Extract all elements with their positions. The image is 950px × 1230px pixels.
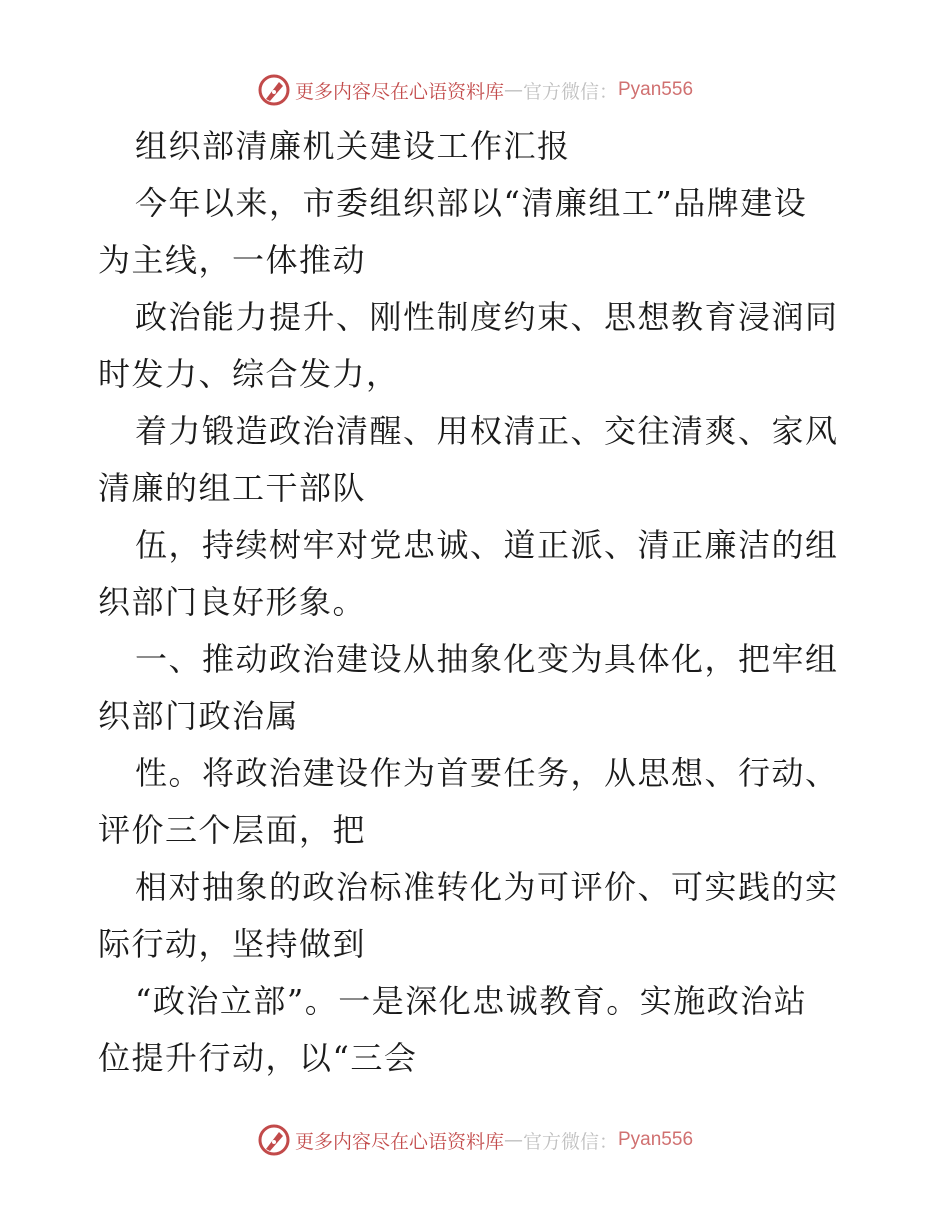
- text-line: “政治立部”。一是深化忠诚教育。实施政治站: [135, 982, 808, 1020]
- document-body: [98, 118, 853, 1087]
- document-title: 组织部清廉机关建设工作汇报: [135, 127, 571, 165]
- watermark-main-text: 更多内容尽在心语资料库: [294, 1130, 504, 1153]
- watermark-sub-text: 官方微信：: [522, 80, 618, 103]
- text-line: 清廉的组工干部队: [98, 469, 367, 507]
- text-line: 际行动，坚持做到: [98, 925, 367, 963]
- text-line: 着力锻造政治清醒、用权清正、交往清爽、家风: [135, 412, 839, 450]
- pen-nib-logo-icon: [257, 73, 291, 107]
- text-line: 为主线，一体推动: [98, 241, 367, 279]
- text-line: 位提升行动，以“三会: [98, 1039, 418, 1077]
- text-line: 时发力、综合发力，: [98, 355, 400, 393]
- watermark-id: Pyan556: [618, 1129, 694, 1150]
- watermark-id: Pyan556: [618, 79, 694, 100]
- text-line: 织部门政治属: [98, 697, 300, 735]
- text-line: 评价三个层面，把: [98, 811, 367, 849]
- text-line: 政治能力提升、刚性制度约束、思想教育浸润同: [135, 298, 839, 336]
- pen-nib-logo-icon: [257, 1123, 291, 1157]
- section-heading-line: 一、推动政治建设从抽象化变为具体化，把牢组: [135, 640, 839, 678]
- text-line: 相对抽象的政治标准转化为可评价、可实践的实: [135, 868, 839, 906]
- text-line: 性。将政治建设作为首要任务，从思想、行动、: [135, 754, 839, 792]
- text-line: 织部门良好形象。: [98, 583, 367, 621]
- text-line: 今年以来，市委组织部以“清廉组工”品牌建设: [135, 184, 808, 222]
- watermark-main-text: 更多内容尽在心语资料库: [294, 80, 504, 103]
- watermark-separator: —: [503, 79, 523, 101]
- header-watermark: [0, 70, 950, 110]
- text-line: 伍，持续树牢对党忠诚、道正派、清正廉洁的组: [135, 526, 839, 564]
- watermark-separator: —: [503, 1129, 523, 1151]
- footer-watermark: [0, 1120, 950, 1160]
- watermark-sub-text: 官方微信：: [522, 1130, 618, 1153]
